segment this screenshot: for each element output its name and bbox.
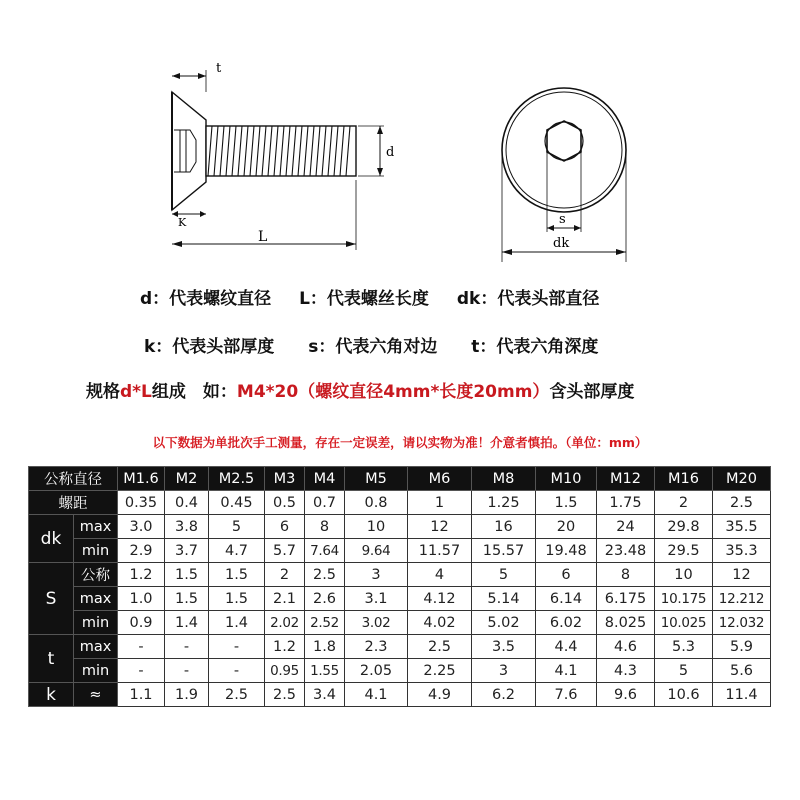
table-cell: 4.1 (345, 683, 408, 707)
table-cell: 3 (345, 563, 408, 587)
table-cell: 6 (265, 515, 305, 539)
table-cell: 5 (209, 515, 265, 539)
table-cell: 10 (655, 563, 713, 587)
table-cell: 4.4 (536, 635, 597, 659)
table-cell: 5.9 (713, 635, 771, 659)
legend-L: L：代表螺丝长度 (299, 289, 429, 309)
size-header: M2.5 (209, 467, 265, 491)
label-s: s (559, 212, 566, 227)
table-cell: 1.5 (165, 587, 209, 611)
table-cell: 2.25 (408, 659, 472, 683)
s-max-row (29, 587, 771, 611)
table-cell: 11.4 (713, 683, 771, 707)
table-cell: 9.64 (345, 539, 408, 563)
table-cell: 3 (472, 659, 536, 683)
table-cell: 3.4 (305, 683, 345, 707)
t-max-row (29, 635, 771, 659)
table-cell: 5.7 (265, 539, 305, 563)
screw-head-front (502, 88, 626, 212)
header-row (29, 467, 771, 491)
table-cell: 4.7 (209, 539, 265, 563)
table-cell: 2.1 (265, 587, 305, 611)
table-cell: 1.4 (165, 611, 209, 635)
table-cell: 2.05 (345, 659, 408, 683)
table-cell: 29.5 (655, 539, 713, 563)
table-cell: 4.9 (408, 683, 472, 707)
spec-prefix: 规格 (86, 382, 120, 402)
spec-suffix: 含头部厚度 (549, 382, 635, 402)
spec-example: M4*20（螺纹直径4mm*长度20mm） (236, 382, 550, 402)
table-cell: 0.45 (209, 491, 265, 515)
table-cell: 3.1 (345, 587, 408, 611)
table-cell: 15.57 (472, 539, 536, 563)
table-cell: 1.8 (305, 635, 345, 659)
nominal-diameter-header: 公称直径 (29, 467, 118, 491)
legend-line-1 (140, 284, 599, 309)
label-t: t (216, 61, 222, 76)
table-cell: 2.3 (345, 635, 408, 659)
screw-head-side (172, 92, 206, 210)
table-cell: - (209, 635, 265, 659)
table-cell: 19.48 (536, 539, 597, 563)
t-min-row (29, 659, 771, 683)
table-cell: 2 (655, 491, 713, 515)
legend-line-2 (144, 332, 598, 357)
table-cell: 8.025 (597, 611, 655, 635)
dk-max-label: max (74, 515, 118, 539)
table-cell: 29.8 (655, 515, 713, 539)
table-cell: 1 (408, 491, 472, 515)
table-cell: 1.5 (165, 563, 209, 587)
table-cell: - (165, 659, 209, 683)
table-cell: 3.8 (165, 515, 209, 539)
table-cell: 2.02 (265, 611, 305, 635)
table-cell: 6.2 (472, 683, 536, 707)
table-cell: 1.2 (265, 635, 305, 659)
table-cell: 4.1 (536, 659, 597, 683)
table-cell: 24 (597, 515, 655, 539)
pitch-label: 螺距 (29, 491, 118, 515)
spec-mid: 组成 如： (151, 382, 237, 402)
table-cell: 16 (472, 515, 536, 539)
table-cell: 12 (713, 563, 771, 587)
table-cell: 5.3 (655, 635, 713, 659)
table-cell: 7.6 (536, 683, 597, 707)
legend-t: t：代表六角深度 (471, 337, 599, 357)
dk-min-row (29, 539, 771, 563)
table-cell: 11.57 (408, 539, 472, 563)
table-cell: 2.52 (305, 611, 345, 635)
label-dk: dk (553, 236, 570, 251)
table-cell: - (165, 635, 209, 659)
table-cell: 5 (472, 563, 536, 587)
table-cell: 35.3 (713, 539, 771, 563)
s-nominal-label: 公称 (74, 563, 118, 587)
s-max-label: max (74, 587, 118, 611)
pitch-row (29, 491, 771, 515)
table-cell: 1.5 (209, 587, 265, 611)
table-cell: 2.5 (713, 491, 771, 515)
table-cell: 2 (265, 563, 305, 587)
table-cell: 3.7 (165, 539, 209, 563)
table-cell: 23.48 (597, 539, 655, 563)
table-cell: 10 (345, 515, 408, 539)
table-cell: 6 (536, 563, 597, 587)
legend-k: k：代表头部厚度 (144, 337, 275, 357)
t-label: t (29, 635, 74, 683)
table-cell: 0.7 (305, 491, 345, 515)
table-cell: 8 (305, 515, 345, 539)
size-header: M3 (265, 467, 305, 491)
size-header: M16 (655, 467, 713, 491)
legend-d: d：代表螺纹直径 (140, 289, 272, 309)
table-cell: 4.12 (408, 587, 472, 611)
table-cell: 4 (408, 563, 472, 587)
s-label: S (29, 563, 74, 635)
table-cell: 3.02 (345, 611, 408, 635)
s-min-label: min (74, 611, 118, 635)
table-cell: 0.4 (165, 491, 209, 515)
table-cell: 0.35 (118, 491, 165, 515)
table-cell: 5.6 (713, 659, 771, 683)
table-cell: 5.14 (472, 587, 536, 611)
table-cell: 10.175 (655, 587, 713, 611)
label-k: K (178, 216, 187, 229)
table-cell: 1.2 (118, 563, 165, 587)
table-cell: 1.55 (305, 659, 345, 683)
size-header: M4 (305, 467, 345, 491)
k-label: k (29, 683, 74, 707)
table-cell: 3.0 (118, 515, 165, 539)
table-cell: 12 (408, 515, 472, 539)
s-min-row (29, 611, 771, 635)
table-cell: 4.02 (408, 611, 472, 635)
table-cell: - (209, 659, 265, 683)
table-cell: 3.5 (472, 635, 536, 659)
table-cell: 35.5 (713, 515, 771, 539)
measurement-notice: 以下数据为单批次手工测量，存在一定误差，请以实物为准！介意者慎拍。（单位：mm） (152, 435, 648, 450)
table-cell: 1.5 (536, 491, 597, 515)
table-cell: 0.9 (118, 611, 165, 635)
legend-s: s：代表六角对边 (308, 337, 438, 357)
table-cell: 2.5 (209, 683, 265, 707)
table-cell: 2.9 (118, 539, 165, 563)
table-cell: 20 (536, 515, 597, 539)
table-cell: 9.6 (597, 683, 655, 707)
table-cell: - (118, 635, 165, 659)
table-cell: 5 (655, 659, 713, 683)
legend-dk: dk：代表头部直径 (456, 289, 600, 309)
spec-dl: d*L (120, 382, 152, 402)
table-cell: 6.14 (536, 587, 597, 611)
table-cell: 1.5 (209, 563, 265, 587)
dk-max-row (29, 515, 771, 539)
table-cell: - (118, 659, 165, 683)
t-min-label: min (74, 659, 118, 683)
k-row (29, 683, 771, 707)
table-cell: 2.5 (408, 635, 472, 659)
table-cell: 1.0 (118, 587, 165, 611)
size-header: M2 (165, 467, 209, 491)
side-view (172, 70, 384, 250)
size-header: M12 (597, 467, 655, 491)
table-cell: 12.212 (713, 587, 771, 611)
table-cell: 1.9 (165, 683, 209, 707)
table-cell: 4.3 (597, 659, 655, 683)
size-header: M10 (536, 467, 597, 491)
table-cell: 5.02 (472, 611, 536, 635)
table-cell: 12.032 (713, 611, 771, 635)
table-cell: 4.6 (597, 635, 655, 659)
size-header: M5 (345, 467, 408, 491)
size-header: M20 (713, 467, 771, 491)
screw-diagram (0, 0, 800, 270)
table-cell: 0.95 (265, 659, 305, 683)
dk-min-label: min (74, 539, 118, 563)
table-cell: 10.6 (655, 683, 713, 707)
dk-label: dk (29, 515, 74, 563)
table-cell: 10.025 (655, 611, 713, 635)
size-header: M8 (472, 467, 536, 491)
label-d: d (386, 145, 395, 160)
size-header: M1.6 (118, 467, 165, 491)
t-max-label: max (74, 635, 118, 659)
table-cell: 6.02 (536, 611, 597, 635)
table-cell: 6.175 (597, 587, 655, 611)
table-cell: 7.64 (305, 539, 345, 563)
table-cell: 1.1 (118, 683, 165, 707)
size-header: M6 (408, 467, 472, 491)
table-cell: 0.8 (345, 491, 408, 515)
table-cell: 0.5 (265, 491, 305, 515)
spec-table (28, 466, 771, 707)
table-cell: 2.5 (305, 563, 345, 587)
s-nominal-row (29, 563, 771, 587)
table-cell: 2.5 (265, 683, 305, 707)
table-cell: 1.75 (597, 491, 655, 515)
k-approx-label: ≈ (74, 683, 118, 707)
table-cell: 8 (597, 563, 655, 587)
table-cell: 2.6 (305, 587, 345, 611)
spec-line (86, 377, 634, 402)
table-cell: 1.25 (472, 491, 536, 515)
table-cell: 1.4 (209, 611, 265, 635)
label-L: L (258, 229, 268, 245)
